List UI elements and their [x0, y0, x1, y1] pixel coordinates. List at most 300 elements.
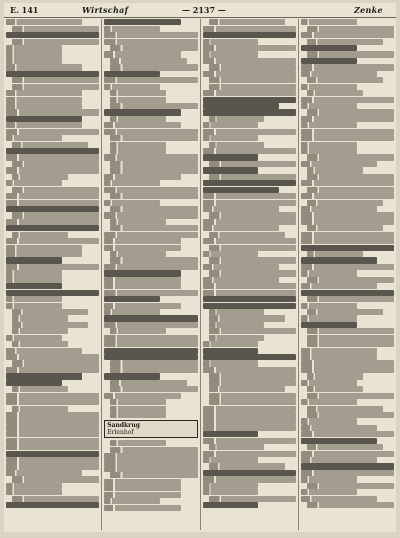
entry-line [104, 84, 160, 90]
entry-line [110, 412, 166, 418]
entry-line [301, 129, 394, 135]
entry-line [110, 167, 197, 173]
entry-line [6, 200, 99, 206]
entry-line [6, 225, 99, 231]
page-section-number: E. 141 [10, 5, 39, 15]
entry-line [110, 399, 166, 405]
entry-line [6, 277, 62, 283]
entry-line [209, 386, 285, 392]
entry-line [110, 219, 166, 225]
entry-line [6, 418, 99, 424]
entry-line [12, 77, 99, 83]
entry-line [209, 142, 265, 148]
entry-line [307, 309, 383, 315]
entry-line [209, 315, 285, 321]
entry-line [12, 39, 99, 45]
entry-line [209, 444, 265, 450]
entry-line [104, 109, 180, 115]
entry-line [12, 406, 68, 412]
entry-line [301, 245, 394, 251]
entry-line [307, 77, 383, 83]
entry-line [301, 451, 394, 457]
entry-line [301, 32, 394, 38]
entry-line [301, 425, 377, 431]
entry-line [6, 393, 99, 399]
entry-line [307, 341, 394, 347]
entry-line [307, 328, 394, 334]
entry-line [12, 161, 99, 167]
entry-line [209, 270, 296, 276]
entry-line [104, 296, 160, 302]
entry-line [301, 264, 394, 270]
entry-line [203, 109, 296, 115]
entry-line [203, 303, 296, 309]
entry-line [110, 45, 197, 51]
entry-line [6, 51, 62, 57]
entry-line [104, 459, 197, 465]
entry-line [203, 135, 259, 141]
entry-line [104, 245, 180, 251]
entry-line [301, 257, 377, 263]
entry-line [6, 348, 82, 354]
entry-line [209, 393, 296, 399]
entry-line [301, 290, 394, 296]
entry-line [203, 193, 296, 199]
entry-line [6, 109, 99, 115]
entry-line [6, 219, 99, 225]
entry-line [203, 39, 259, 45]
entry-line [209, 399, 296, 405]
entry-line [301, 19, 357, 25]
entry-line [307, 483, 394, 489]
entry-line [307, 373, 363, 379]
entry-line [6, 122, 82, 128]
entry-line [307, 26, 394, 32]
entry-line [203, 360, 259, 366]
entry-line [203, 406, 296, 412]
entry-line [203, 90, 296, 96]
entry-line [209, 380, 296, 386]
entry-line [209, 463, 285, 469]
entry-line [6, 97, 82, 103]
entry-line [6, 148, 99, 154]
entry-line [6, 399, 99, 405]
entry-line [104, 129, 197, 135]
entry-line [6, 502, 99, 508]
entry-line [6, 451, 99, 457]
entry-line [6, 425, 99, 431]
entry-line [209, 373, 296, 379]
entry-line [6, 154, 99, 160]
entry-line [110, 103, 197, 109]
entry-line [6, 373, 82, 379]
entry-line [6, 64, 82, 70]
entry-line [203, 154, 259, 160]
ad-box-subtitle: Erlenhof [107, 429, 134, 437]
entry-line [110, 328, 166, 334]
entry-line [209, 77, 296, 83]
entry-line [203, 367, 296, 373]
entry-line [203, 187, 279, 193]
entry-line [203, 283, 296, 289]
entry-line [104, 315, 197, 321]
entry-line [110, 386, 197, 392]
entry-line [110, 97, 166, 103]
entry-line [307, 412, 394, 418]
running-head-right: Zenke [354, 5, 383, 15]
entry-line [110, 116, 166, 122]
entry-line [203, 502, 259, 508]
entry-line [6, 19, 82, 25]
entry-line [209, 174, 296, 180]
entry-line [203, 438, 296, 444]
entry-line [307, 174, 394, 180]
entry-line [12, 360, 99, 366]
entry-line [104, 180, 160, 186]
entry-line [12, 232, 68, 238]
entry-line [301, 148, 357, 154]
entry-line [104, 290, 197, 296]
column-3 [201, 19, 299, 530]
column-4 [299, 19, 396, 530]
entry-line [104, 373, 160, 379]
entry-line [104, 303, 180, 309]
entry-line [6, 463, 99, 469]
entry-line [209, 232, 285, 238]
entry-line [104, 26, 160, 32]
entry-line [301, 457, 377, 463]
entry-line [203, 238, 296, 244]
entry-line [301, 122, 357, 128]
entry-line [301, 64, 394, 70]
entry-line [209, 322, 265, 328]
entry-line [6, 135, 62, 141]
entry-line [6, 238, 99, 244]
entry-line [301, 367, 394, 373]
entry-line [6, 257, 62, 263]
entry-line [301, 418, 357, 424]
entry-line [6, 283, 62, 289]
entry-line [110, 440, 166, 446]
entry-line [12, 142, 88, 148]
entry-line [301, 206, 377, 212]
entry-line [6, 45, 62, 51]
entry-line [301, 303, 357, 309]
entry-line [104, 335, 197, 341]
entry-line [209, 257, 296, 263]
entry-line [209, 116, 265, 122]
entry-line [209, 245, 296, 251]
entry-line [6, 489, 62, 495]
entry-line [104, 453, 197, 459]
ad-box-title: Sandkrug [107, 422, 140, 430]
entry-line [203, 71, 296, 77]
entry-line [203, 206, 279, 212]
entry-line [307, 154, 394, 160]
entry-line [104, 154, 197, 160]
entry-line [6, 431, 99, 437]
entry-line [301, 463, 394, 469]
entry-line [301, 315, 357, 321]
entry-line [203, 290, 296, 296]
entry-line [301, 97, 394, 103]
entry-line [307, 393, 394, 399]
entry-line [12, 309, 88, 315]
entry-line [301, 84, 357, 90]
entry-line [203, 470, 296, 476]
entry-line [301, 180, 394, 186]
entry-line [12, 212, 99, 218]
entry-line [110, 447, 197, 453]
entry-line [6, 193, 99, 199]
entry-line [203, 425, 296, 431]
entry-line [301, 470, 394, 476]
entry-line [6, 335, 62, 341]
entry-line [203, 476, 296, 482]
entry-line [104, 348, 197, 354]
entry-line [104, 200, 160, 206]
entry-line [6, 129, 99, 135]
entry-line [209, 335, 265, 341]
entry-line [6, 457, 99, 463]
entry-line [6, 296, 62, 302]
entry-line [110, 360, 197, 366]
entry-line [12, 341, 68, 347]
entry-line [110, 148, 166, 154]
entry-line [301, 212, 394, 218]
entry-line [104, 322, 197, 328]
entry-line [6, 354, 99, 360]
entry-line [203, 418, 296, 424]
entry-line [6, 470, 82, 476]
entry-line [203, 431, 259, 437]
entry-line [104, 77, 197, 83]
entry-line [110, 161, 197, 167]
entry-line [110, 135, 197, 141]
entry-line [301, 322, 357, 328]
entry-line [307, 167, 363, 173]
entry-line [6, 303, 62, 309]
entry-line [301, 142, 357, 148]
entry-line [203, 129, 296, 135]
entry-line [301, 161, 377, 167]
entry-line [301, 496, 377, 502]
entry-line [307, 406, 383, 412]
entry-line [301, 399, 357, 405]
entry-line [104, 39, 197, 45]
entry-line [301, 135, 394, 141]
entry-line [203, 264, 279, 270]
entry-line [104, 71, 160, 77]
entry-line [104, 309, 160, 315]
entry-line [110, 257, 197, 263]
entry-line [12, 328, 68, 334]
column-2 [102, 19, 200, 530]
entry-line [307, 109, 394, 115]
entry-line [6, 180, 62, 186]
entry-line [110, 225, 197, 231]
entry-line [301, 489, 357, 495]
entry-line [12, 496, 99, 502]
entry-line [110, 193, 197, 199]
entry-line [301, 193, 394, 199]
entry-line [203, 348, 259, 354]
entry-line [203, 457, 259, 463]
entry-line [209, 161, 296, 167]
entry-line [110, 58, 186, 64]
entry-line [12, 386, 68, 392]
entry-line [104, 485, 180, 491]
entry-line [301, 438, 377, 444]
entry-line [307, 90, 363, 96]
entry-line [104, 32, 197, 38]
entry-line [301, 238, 394, 244]
entry-line [104, 238, 180, 244]
entry-line [307, 187, 394, 193]
entry-line [104, 51, 180, 57]
entry-line [209, 496, 296, 502]
entry-line [203, 251, 259, 257]
entry-line [301, 71, 377, 77]
entry-line [104, 187, 197, 193]
page-number: — 2137 — [182, 5, 226, 15]
entry-line [203, 483, 259, 489]
entry-line [6, 483, 62, 489]
entry-line [104, 277, 180, 283]
entry-line [6, 444, 99, 450]
entry-line [104, 174, 180, 180]
entry-line [307, 51, 394, 57]
entry-line [104, 122, 180, 128]
entry-line [6, 412, 99, 418]
entry-line [110, 380, 186, 386]
entry-line [209, 19, 285, 25]
entry-line [307, 502, 394, 508]
entry-line [12, 174, 68, 180]
entry-line [203, 51, 259, 57]
entry-line [209, 84, 296, 90]
entry-line [110, 142, 166, 148]
entry-line [209, 328, 296, 334]
entry-line [209, 212, 296, 218]
entry-line [104, 232, 197, 238]
entry-line [301, 348, 377, 354]
entry-line [6, 290, 99, 296]
entry-line [307, 386, 363, 392]
entry-line [110, 472, 197, 478]
entry-line [203, 296, 296, 302]
entry-line [12, 322, 88, 328]
entry-line [301, 219, 394, 225]
entry-line [12, 476, 99, 482]
entry-line [6, 103, 82, 109]
page-header [4, 3, 396, 18]
entry-line [110, 206, 197, 212]
column-1 [4, 19, 102, 530]
entry-line [203, 225, 279, 231]
entry-line [307, 277, 394, 283]
entry-line [6, 206, 99, 212]
entry-line [307, 296, 394, 302]
entry-line [110, 64, 197, 70]
entry-line [104, 270, 180, 276]
entry-line [301, 103, 357, 109]
entry-line [104, 466, 197, 472]
entry-line [104, 393, 180, 399]
entry-line [6, 264, 99, 270]
entry-line [110, 251, 166, 257]
entry-line [6, 71, 99, 77]
entry-line [301, 476, 357, 482]
entry-line [104, 479, 180, 485]
entry-line [203, 200, 296, 206]
entry-line [6, 438, 99, 444]
entry-line [104, 492, 180, 498]
entry-line [307, 39, 383, 45]
entry-line [104, 212, 197, 218]
entry-line [6, 245, 82, 251]
entry-line [203, 26, 296, 32]
entry-line [6, 58, 62, 64]
entry-line [301, 354, 377, 360]
entry-line [301, 45, 357, 51]
entry-line [104, 505, 180, 511]
entry-line [203, 58, 296, 64]
entry-line [203, 97, 296, 103]
directory-page [4, 3, 396, 532]
entry-line [301, 270, 357, 276]
running-head-left: Wirtschaf [82, 5, 129, 15]
entry-line [6, 32, 99, 38]
entry-line [6, 367, 99, 373]
entry-line [301, 360, 394, 366]
ad-box [104, 420, 197, 438]
entry-line [203, 412, 296, 418]
entry-line [104, 283, 180, 289]
entry-line [203, 103, 279, 109]
entry-line [307, 200, 383, 206]
entry-line [209, 64, 296, 70]
entry-line [307, 335, 394, 341]
entry-line [6, 380, 62, 386]
entry-line [6, 270, 62, 276]
entry-line [12, 84, 99, 90]
entry-line [203, 451, 296, 457]
entry-line [307, 444, 383, 450]
entry-line [203, 219, 296, 225]
entry-line [203, 32, 296, 38]
entry-line [301, 232, 394, 238]
entry-line [301, 380, 357, 386]
entry-line [203, 277, 279, 283]
entry-line [301, 431, 394, 437]
entry-line [6, 251, 82, 257]
entry-line [203, 167, 259, 173]
entry-line [104, 354, 197, 360]
entry-line [301, 116, 394, 122]
entry-line [203, 341, 259, 347]
entry-line [203, 148, 296, 154]
entry-line [110, 90, 166, 96]
entry-line [203, 122, 259, 128]
entry-line [301, 58, 357, 64]
entry-line [307, 225, 383, 231]
entry-line [209, 309, 265, 315]
entry-line [110, 406, 166, 412]
entry-line [301, 283, 377, 289]
entry-line [203, 45, 296, 51]
entry-line [110, 367, 197, 373]
